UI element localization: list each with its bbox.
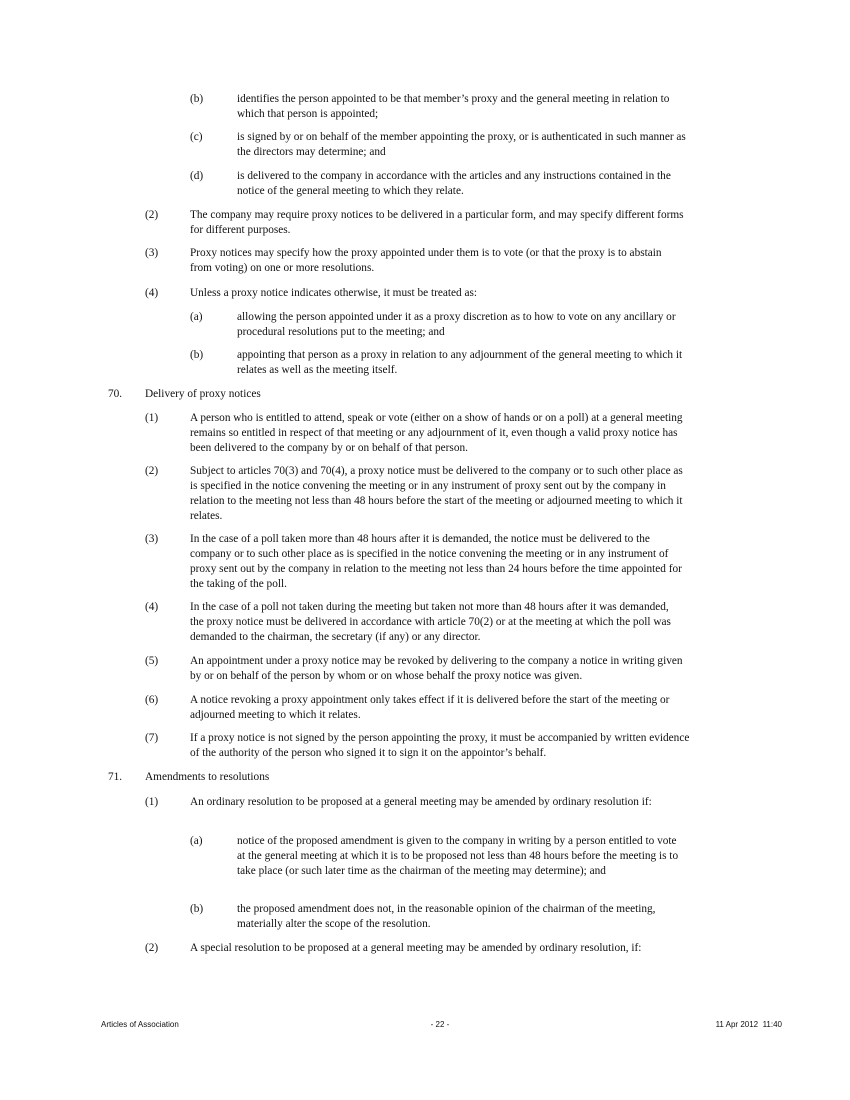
item-text: A person who is entitled to attend, speak or vote (either on a show of hands or on a poll) at a general meeting remains so entitled in respect of that meeting or any adjournment of it, even though a valid proxy notice has been delivered to the company by or on behalf of that person. — [190, 412, 683, 454]
item-number: (1) — [145, 412, 159, 424]
item-text: An ordinary resolution to be proposed at a general meeting may be amended by ordinary resolution if: — [190, 796, 652, 808]
item-number: (3) — [145, 533, 159, 545]
item-number: (1) — [145, 796, 159, 808]
footer-page-number: - 22 - — [430, 1020, 450, 1029]
item-number: (4) — [145, 601, 159, 613]
article-number: 70. — [108, 388, 123, 400]
item-number: (c) — [190, 131, 203, 143]
item-text: Subject to articles 70(3) and 70(4), a proxy notice must be delivered to the company or to such other place as is specified in the notice convening the meeting or in any instrument of proxy sent out by the company in relation to the meeting not less than 48 hours before the start of the meeting or adjourned meeting to which it relates. — [190, 465, 683, 522]
item-number: (2) — [145, 465, 159, 477]
article-heading: Delivery of proxy notices — [145, 388, 261, 400]
item-number: (2) — [145, 209, 159, 221]
item-text: In the case of a poll taken more than 48 hours after it is demanded, the notice must be delivered to the company or to such other place as is specified in the notice convening the meeting or in any instrument of proxy sent out by the company in relation to the meeting not less than 24 hours before the time appointed for the taking of the poll. — [190, 533, 682, 590]
item-number: (a) — [190, 835, 203, 847]
footer-document-title: Articles of Association — [101, 1020, 179, 1029]
item-number: (d) — [190, 170, 204, 182]
footer-timestamp: 11 Apr 2012 11:40 — [715, 1020, 782, 1029]
item-text: The company may require proxy notices to be delivered in a particular form, and may specify different forms for different purposes. — [190, 209, 684, 236]
item-number: (b) — [190, 903, 204, 915]
item-text: A special resolution to be proposed at a general meeting may be amended by ordinary resolution, if: — [190, 942, 642, 954]
item-text: appointing that person as a proxy in relation to any adjournment of the general meeting to which it relates as well as the meeting itself. — [237, 349, 683, 376]
item-number: (6) — [145, 694, 159, 706]
item-text: A notice revoking a proxy appointment only takes effect if it is delivered before the start of the meeting or adjourned meeting to which it relates. — [190, 694, 670, 721]
item-text: If a proxy notice is not signed by the person appointing the proxy, it must be accompanied by written evidence of the authority of the person who signed it to sign it on the appointor’s behalf. — [190, 732, 690, 759]
item-text: In the case of a poll not taken during the meeting but taken not more than 48 hours after it was demanded, the proxy notice must be delivered in accordance with article 70(2) or at the meeting at which the poll was demanded to the chairman, the secretary (if any) or any director. — [190, 601, 671, 643]
item-text: Proxy notices may specify how the proxy appointed under them is to vote (or that the proxy is to abstain from voting) on one or more resolutions. — [190, 247, 662, 274]
item-number: (4) — [145, 287, 159, 299]
item-number: (a) — [190, 311, 203, 323]
item-number: (b) — [190, 349, 204, 361]
item-text: identifies the person appointed to be that member’s proxy and the general meeting in relation to which that person is appointed; — [237, 93, 670, 120]
item-text: notice of the proposed amendment is given to the company in writing by a person entitled to vote at the general meeting at which it is to be proposed not less than 48 hours before the meeting is to take place (or such later time as the chairman of the meeting may determine); and — [237, 835, 679, 877]
item-text: allowing the person appointed under it as a proxy discretion as to how to vote on any ancillary or procedural resolutions put to the meeting; and — [237, 311, 676, 338]
article-number: 71. — [108, 771, 123, 783]
item-text: An appointment under a proxy notice may be revoked by delivering to the company a notice in writing given by or on behalf of the person by whom or on whose behalf the proxy notice was given. — [190, 655, 683, 682]
item-text: is signed by or on behalf of the member appointing the proxy, or is authenticated in such manner as the directors may determine; and — [237, 131, 686, 158]
item-number: (7) — [145, 732, 159, 744]
item-number: (b) — [190, 93, 204, 105]
item-number: (5) — [145, 655, 159, 667]
item-text: Unless a proxy notice indicates otherwise, it must be treated as: — [190, 287, 478, 299]
article-heading: Amendments to resolutions — [145, 771, 270, 783]
item-number: (3) — [145, 247, 159, 259]
item-text: is delivered to the company in accordance with the articles and any instructions contained in the notice of the general meeting to which they relate. — [237, 170, 671, 197]
item-text: the proposed amendment does not, in the reasonable opinion of the chairman of the meeting, materially alter the scope of the resolution. — [237, 903, 656, 930]
item-number: (2) — [145, 942, 159, 954]
